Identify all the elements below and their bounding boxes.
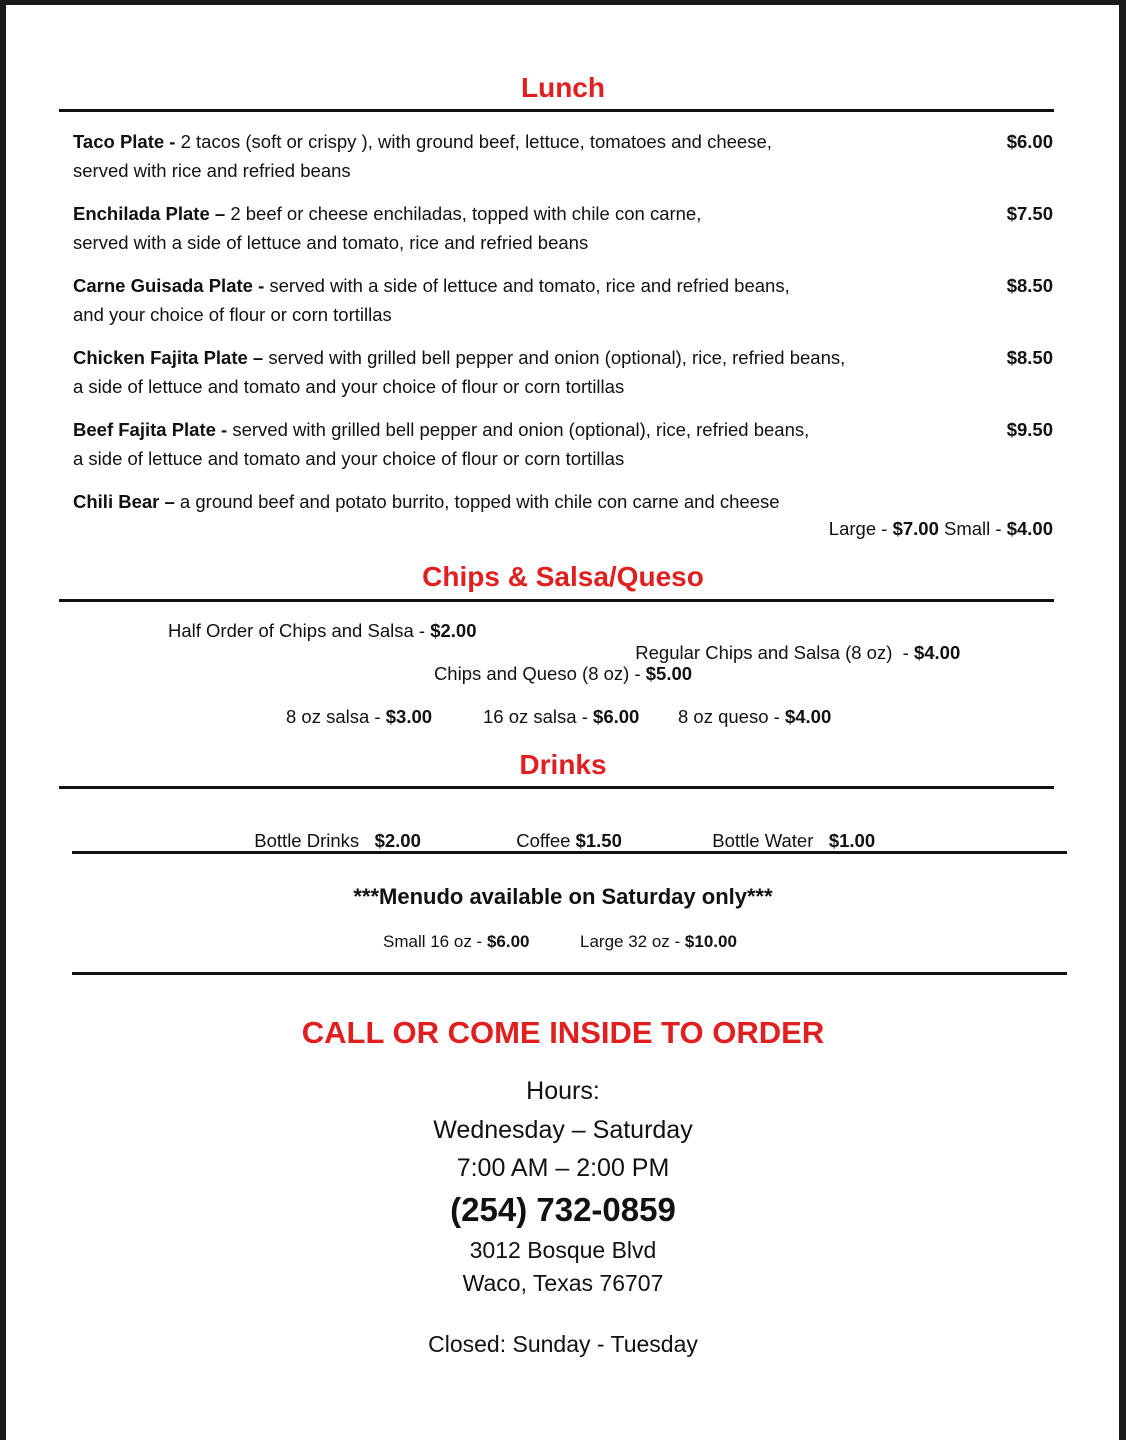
chips-heading: Chips & Salsa/Queso — [422, 561, 704, 592]
menu-item-beef-fajita-plate — [73, 415, 1033, 473]
item-label: Bottle Water — [712, 830, 819, 851]
item-name: Beef Fajita Plate - — [73, 419, 228, 440]
item-label: Chips and Queso (8 oz) - — [433, 663, 646, 684]
address-city: Waco, Texas 76707 — [462, 1270, 664, 1296]
half-order-chips — [168, 620, 477, 642]
regular-chips — [625, 620, 960, 664]
size-price: $7.00 — [892, 518, 939, 539]
item-price: $4.00 — [784, 706, 832, 727]
item-desc-2: served with a side of lettuce and tomato, rice and refried beans — [73, 232, 589, 253]
item-price: $7.50 — [1006, 203, 1053, 224]
order-call-to-action: CALL OR COME INSIDE TO ORDER — [301, 1015, 825, 1050]
phone-number[interactable]: (254) 732-0859 — [450, 1191, 676, 1228]
item-price: $8.50 — [1006, 275, 1053, 296]
item-price: $3.00 — [385, 706, 433, 727]
hours-times: 7:00 AM – 2:00 PM — [456, 1154, 670, 1182]
item-desc: 2 beef or cheese enchiladas, topped with chile con carne, — [225, 203, 702, 224]
item-label: Half Order of Chips and Salsa - — [168, 620, 431, 641]
item-price: $4.00 — [913, 642, 961, 663]
item-price: $6.00 — [593, 706, 640, 727]
item-desc-2: a side of lettuce and tomato and your choice of flour or corn tortillas — [73, 448, 625, 469]
item-price: $5.00 — [645, 663, 693, 684]
item-price: $6.00 — [486, 932, 530, 951]
chips-and-queso — [0, 663, 1126, 685]
item-name: Carne Guisada Plate - — [73, 275, 265, 296]
item-price: $1.50 — [575, 830, 622, 851]
item-price: $2.00 — [374, 830, 421, 851]
item-label: 16 oz salsa - — [483, 706, 594, 727]
menu-item-taco-plate — [73, 127, 1033, 185]
hours-label: Hours: — [526, 1077, 600, 1105]
item-desc: served with grilled bell pepper and onion (optional), rice, refried beans, — [263, 347, 846, 368]
menu-item-chicken-fajita-plate — [73, 343, 1033, 401]
item-name: Taco Plate - — [73, 131, 176, 152]
divider — [59, 109, 1054, 112]
item-label: 8 oz salsa - — [286, 706, 386, 727]
divider — [72, 972, 1067, 975]
salsa-8oz — [286, 706, 432, 728]
item-desc: 2 tacos (soft or crispy ), with ground beef, lettuce, tomatoes and cheese, — [175, 131, 772, 152]
item-price: $9.50 — [1006, 419, 1053, 440]
menudo-small — [383, 932, 529, 952]
item-price: $6.00 — [1006, 131, 1053, 152]
menu-item-enchilada-plate — [73, 199, 1033, 257]
divider — [72, 851, 1067, 854]
item-label: Coffee — [516, 830, 576, 851]
bottle-drinks — [244, 808, 421, 852]
menu-item-carne-guisada-plate — [73, 271, 1033, 329]
menudo-title: ***Menudo available on Saturday only*** — [353, 884, 773, 909]
item-name: Enchilada Plate – — [73, 203, 226, 224]
drinks-heading: Drinks — [519, 749, 607, 780]
item-desc-2: served with rice and refried beans — [73, 160, 351, 181]
item-label: 8 oz queso - — [678, 706, 785, 727]
bottle-water — [702, 808, 875, 852]
item-desc: a ground beef and potato burrito, topped with chile con carne and cheese — [174, 491, 780, 512]
item-desc: served with grilled bell pepper and onion (optional), rice, refried beans, — [227, 419, 810, 440]
size-label: Small - — [938, 518, 1007, 539]
item-desc-2: and your choice of flour or corn tortillas — [73, 304, 392, 325]
queso-8oz — [678, 706, 831, 728]
item-label: Bottle Drinks — [254, 830, 365, 851]
item-label: Regular Chips and Salsa (8 oz) - — [635, 642, 914, 663]
divider — [59, 599, 1054, 602]
lunch-heading: Lunch — [521, 72, 605, 103]
item-price: $1.00 — [828, 830, 876, 851]
address-street: 3012 Bosque Blvd — [469, 1237, 657, 1263]
item-name: Chili Bear – — [73, 491, 175, 512]
menu-item-chili-bear — [73, 487, 1033, 516]
size-label: Large - — [828, 518, 893, 539]
chili-bear-prices — [829, 518, 1053, 540]
item-price: $8.50 — [1006, 347, 1053, 368]
hours-days: Wednesday – Saturday — [433, 1116, 693, 1144]
item-name: Chicken Fajita Plate – — [73, 347, 264, 368]
item-price: $2.00 — [430, 620, 477, 641]
coffee — [506, 808, 622, 852]
item-desc-2: a side of lettuce and tomato and your choice of flour or corn tortillas — [73, 376, 625, 397]
item-label: Large 32 oz - — [580, 932, 685, 951]
closed-days: Closed: Sunday - Tuesday — [428, 1331, 698, 1357]
item-label: Small 16 oz - — [383, 932, 487, 951]
salsa-16oz — [483, 706, 639, 728]
item-desc: served with a side of lettuce and tomato, rice and refried beans, — [264, 275, 790, 296]
menudo-large — [580, 932, 737, 952]
item-price: $10.00 — [684, 932, 737, 951]
size-price: $4.00 — [1006, 518, 1053, 539]
divider — [59, 786, 1054, 789]
